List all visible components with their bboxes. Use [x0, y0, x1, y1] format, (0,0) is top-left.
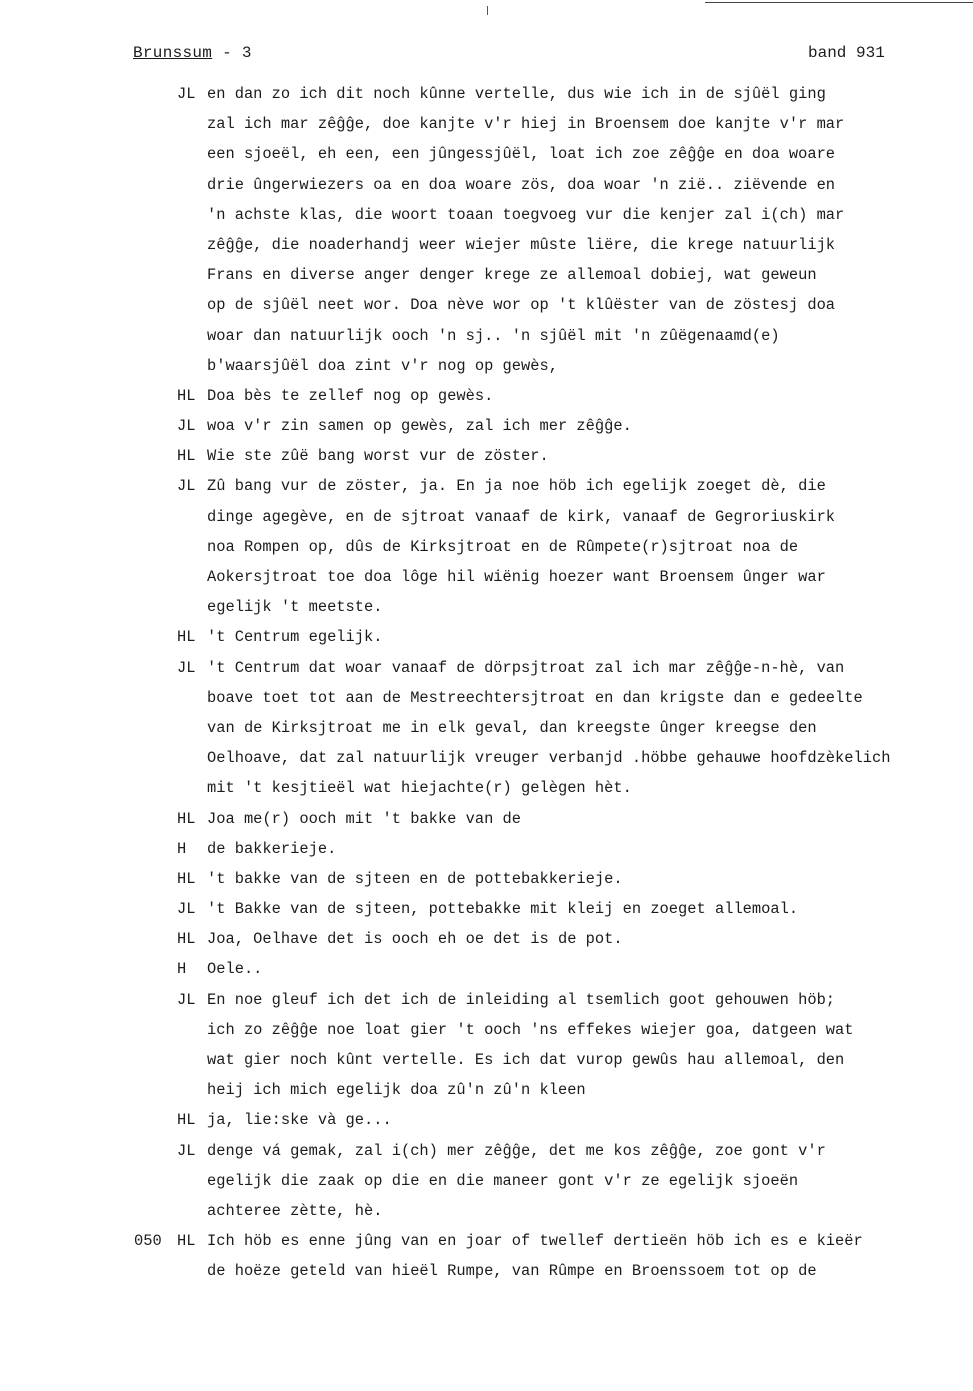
speaker-label: HL [177, 930, 196, 949]
line-text: ich zo zêĝĝe noe loat gier 't ooch 'ns effekes wiejer goa, datgeen wat [207, 1020, 854, 1039]
transcript-line [0, 562, 973, 592]
line-text: Joa me(r) ooch mit 't bakke van de [207, 809, 522, 828]
line-text: egelijk die zaak op die en die maneer gont v'r ze egelijk sjoeën [207, 1171, 799, 1190]
transcript-line [0, 109, 973, 139]
line-text: 't Centrum dat woar vanaaf de dörpsjtroat zal ich mar zêĝĝe-n-hè, van [207, 658, 845, 677]
transcript-entry [0, 622, 973, 652]
speaker-label: HL [177, 1111, 196, 1130]
transcript-line [0, 1256, 973, 1286]
transcript-line [0, 139, 973, 169]
transcript-entry [0, 471, 973, 622]
line-text: zal ich mar zêĝĝe, doe kanjte v'r hiej in Broensem doe kanjte v'r mar [207, 115, 845, 134]
transcript-entry [0, 954, 973, 984]
line-text: Wie ste zûë bang worst vur de zöster. [207, 447, 549, 466]
transcript-line [0, 773, 973, 803]
transcript-line [0, 502, 973, 532]
line-text: Frans en diverse anger denger krege ze allemoal dobiej, wat geweun [207, 266, 817, 285]
transcript-line [0, 290, 973, 320]
transcript-line [0, 985, 973, 1015]
top-tick-mark [487, 6, 488, 15]
transcript-line [0, 79, 973, 109]
speaker-label: HL [177, 869, 196, 888]
line-text: En noe gleuf ich det ich de inleiding al tsemlich goot gehouwen höb; [207, 990, 836, 1009]
line-text: van de Kirksjtroat me in elk geval, dan kreegste ûnger kreegse den [207, 718, 817, 737]
line-number: 050 [134, 1232, 162, 1251]
transcript-line [0, 1015, 973, 1045]
transcript-line [0, 441, 973, 471]
line-text: wat gier noch kûnt vertelle. Es ich dat vurop gewûs hau allemoal, den [207, 1051, 845, 1069]
line-text: dinge agegève, en de sjtroat vanaaf de kirk, vanaaf de Gegroriuskirk [207, 507, 836, 526]
line-text: b'waarsjûël doa zint v'r nog op gewès, [207, 356, 558, 375]
transcript-entry [0, 1226, 973, 1286]
transcript-entry [0, 804, 973, 834]
transcript-entry [0, 924, 973, 954]
line-text: ja, lie:ske và ge... [207, 1111, 392, 1130]
transcript-line [0, 683, 973, 713]
transcript-line [0, 653, 973, 683]
transcript-entry [0, 653, 973, 804]
line-text: en dan zo ich dit noch kûnne vertelle, dus wie ich in de sjûël ging [207, 85, 826, 103]
transcript-line [0, 1045, 973, 1075]
transcript-line [0, 1166, 973, 1196]
transcript-line [0, 471, 973, 501]
transcript-line [0, 260, 973, 290]
line-text: 't Bakke van de sjteen, pottebakke mit kleij en zoeget allemoal. [207, 900, 799, 919]
line-text: egelijk 't meetste. [207, 598, 383, 617]
transcript-line [0, 894, 973, 924]
line-text: achteree zètte, hè. [207, 1201, 383, 1220]
line-text: mit 't kesjtieël wat hiejachte(r) gelègen hèt. [207, 779, 632, 798]
transcript-entry [0, 985, 973, 1106]
line-text: Aokersjtroat toe doa lôge hil wiënig hoezer want Broensem ûnger war [207, 568, 826, 586]
speaker-label: JL [177, 417, 196, 436]
transcript-line [0, 622, 973, 652]
line-text: Ich höb es enne jûng van en joar of twellef dertieën höb ich es e kieër [207, 1232, 863, 1251]
transcript-line [0, 1075, 973, 1105]
transcript-line [0, 804, 973, 834]
line-text: zêĝĝe, die noaderhandj weer wiejer mûste liëre, die krege natuurlijk [207, 235, 836, 254]
transcript-entry [0, 894, 973, 924]
transcript-entry [0, 381, 973, 411]
transcript-line [0, 170, 973, 200]
speaker-label: HL [177, 628, 196, 647]
transcript-line [0, 381, 973, 411]
speaker-label: JL [177, 658, 196, 677]
transcript-line [0, 954, 973, 984]
top-rule [705, 2, 973, 3]
line-text: de bakkerieje. [207, 839, 337, 858]
transcript-entry [0, 441, 973, 471]
transcript-entry [0, 834, 973, 864]
transcript-line [0, 351, 973, 381]
line-text: Oele.. [207, 960, 263, 979]
line-text: 't Centrum egelijk. [207, 628, 383, 647]
line-text: drie ûngerwiezers oa en doa woare zös, doa woar 'n zië.. ziëvende en [207, 175, 836, 194]
line-text: denge vá gemak, zal i(ch) mer zêĝĝe, det me kos zêĝĝe, zoe gont v'r [207, 1141, 826, 1160]
line-text: heij ich mich egelijk doa zû'n zû'n kleen [207, 1081, 586, 1100]
transcript-entry [0, 1105, 973, 1135]
transcript-entry [0, 411, 973, 441]
line-text: woar dan natuurlijk ooch 'n sj.. 'n sjûël mit 'n zûëgenaamd(e) [207, 326, 780, 345]
transcript-line [0, 1105, 973, 1135]
transcript-body [0, 79, 973, 1287]
transcript-line [0, 411, 973, 441]
speaker-label: JL [177, 85, 196, 103]
line-text: de hoëze geteld van hieël Rumpe, van Rûmpe en Broenssoem tot op de [207, 1262, 817, 1281]
speaker-label: H [177, 960, 187, 979]
line-text: woa v'r zin samen op gewès, zal ich mer zêĝĝe. [207, 417, 632, 436]
transcript-line [0, 864, 973, 894]
header-place: Brunssum [133, 44, 213, 62]
transcript-entry [0, 1136, 973, 1227]
speaker-label: HL [177, 809, 196, 828]
transcript-line [0, 1136, 973, 1166]
speaker-label: HL [177, 386, 196, 405]
header-page-number: - 3 [212, 44, 252, 62]
transcript-line [0, 713, 973, 743]
speaker-label: JL [177, 477, 196, 496]
transcript-line [0, 592, 973, 622]
header-band: band 931 [808, 44, 885, 62]
line-text: boave toet tot aan de Mestreechtersjtroat en dan krigste dan e gedeelte [207, 688, 863, 707]
transcript-line [0, 924, 973, 954]
transcript-line [0, 834, 973, 864]
line-text: 'n achste klas, die woort toaan toegvoeg vur die kenjer zal i(ch) mar [207, 205, 845, 224]
speaker-label: JL [177, 900, 196, 919]
speaker-label: JL [177, 990, 196, 1009]
speaker-label: HL [177, 447, 196, 466]
transcript-line [0, 1196, 973, 1226]
transcript-line [0, 200, 973, 230]
transcript-entry [0, 79, 973, 381]
line-text: 't bakke van de sjteen en de pottebakkerieje. [207, 869, 623, 888]
line-text: Oelhoave, dat zal natuurlijk vreuger verbanjd .höbbe gehauwe hoofdzèkelich [207, 749, 891, 768]
transcript-line [0, 532, 973, 562]
speaker-label: JL [177, 1141, 196, 1160]
line-text: Joa, Oelhave det is ooch eh oe det is de pot. [207, 930, 623, 949]
line-text: Zû bang vur de zöster, ja. En ja noe höb ich egelijk zoeget dè, die [207, 477, 826, 496]
transcript-line [0, 1226, 973, 1256]
line-text: noa Rompen op, dûs de Kirksjtroat en de Rûmpete(r)sjtroat noa de [207, 537, 799, 556]
header-location [133, 44, 252, 62]
speaker-label: H [177, 839, 187, 858]
speaker-label: HL [177, 1232, 196, 1251]
transcript-entry [0, 864, 973, 894]
line-text: een sjoeël, eh een, een jûngessjûël, loat ich zoe zêĝĝe en doa woare [207, 145, 836, 164]
transcript-line [0, 743, 973, 773]
line-text: Doa bès te zellef nog op gewès. [207, 386, 494, 405]
line-text: op de sjûël neet wor. Doa nève wor op 't klûëster van de zöstesj doa [207, 296, 836, 315]
transcript-line [0, 230, 973, 260]
transcript-line [0, 321, 973, 351]
